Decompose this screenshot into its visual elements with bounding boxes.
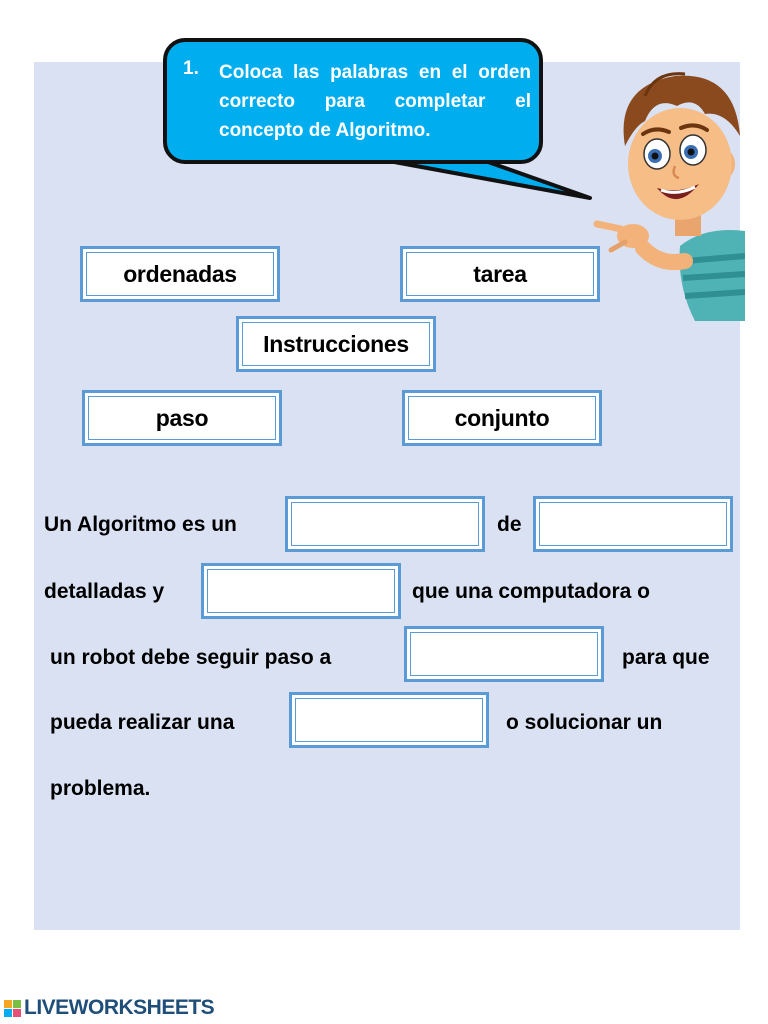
word-card-label: Instrucciones [263, 330, 409, 357]
liveworksheets-logo-icon [4, 1000, 21, 1017]
sentence-text-3: detalladas y [44, 580, 165, 603]
instruction-text: Coloca las palabras en el orden correcto para completar el concepto de Algoritmo. [219, 62, 531, 141]
sentence-text-1: Un Algoritmo es un [44, 513, 237, 536]
liveworksheets-logo[interactable] [4, 996, 214, 1020]
word-card-label: conjunto [454, 404, 550, 431]
sentence-text-9: problema. [50, 777, 151, 800]
word-card-label: ordenadas [123, 260, 237, 287]
instruction-bubble [163, 38, 543, 164]
word-card-instrucciones[interactable] [236, 316, 436, 372]
sentence-text-8: o solucionar un [506, 711, 663, 734]
sentence-text-5: un robot debe seguir paso a [50, 646, 332, 669]
instruction-number: 1. [183, 58, 199, 79]
logo-wordmark: LIVEWORKSHEETS [24, 996, 215, 1019]
mascot-boy-icon [585, 66, 745, 326]
word-card-ordenadas[interactable] [80, 246, 280, 302]
word-card-conjunto[interactable] [402, 390, 602, 446]
drop-target-4[interactable] [404, 626, 604, 682]
word-card-label: tarea [473, 260, 527, 287]
sentence-text-6: para que [622, 646, 710, 669]
sentence-text-4: que una computadora o [412, 580, 651, 603]
sentence-text-7: pueda realizar una [50, 711, 235, 734]
word-card-tarea[interactable] [400, 246, 600, 302]
drop-target-5[interactable] [289, 692, 489, 748]
word-card-paso[interactable] [82, 390, 282, 446]
sentence-text-2: de [497, 513, 522, 536]
drop-target-3[interactable] [201, 563, 401, 619]
drop-target-2[interactable] [533, 496, 733, 552]
drop-target-1[interactable] [285, 496, 485, 552]
word-card-label: paso [155, 404, 209, 431]
